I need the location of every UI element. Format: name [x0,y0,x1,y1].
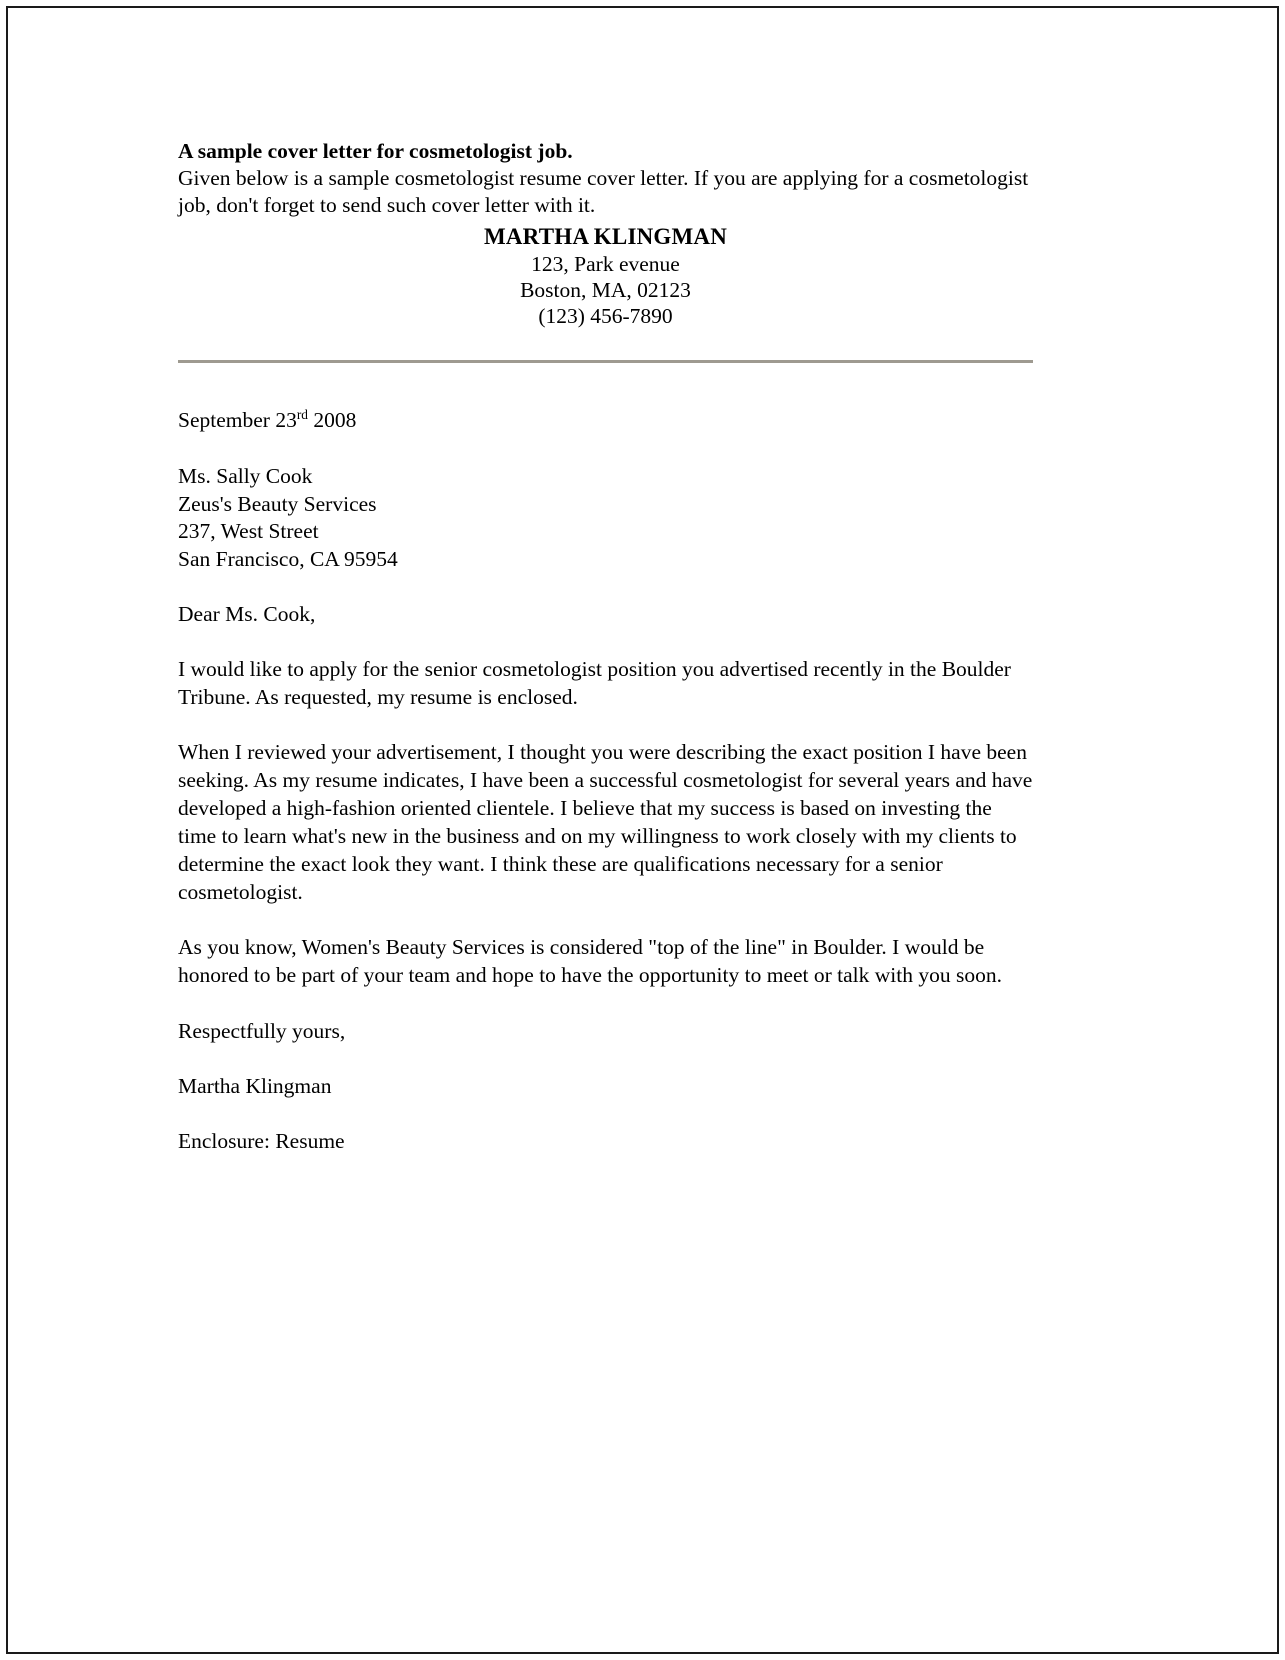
recipient-city-state-zip: San Francisco, CA 95954 [178,546,398,571]
header-divider-rule [178,360,1033,363]
intro-description: Given below is a sample cosmetologist resume cover letter. If you are applying for a cosmetologist job, don't forget to send such cover letter with it. [178,166,1029,217]
intro-title: A sample cover letter for cosmetologist job. [178,139,573,163]
sender-header-block [178,223,1033,329]
recipient-company: Zeus's Beauty Services [178,491,377,516]
sender-name: MARTHA KLINGMAN [483,224,728,249]
letter-date [178,407,1033,434]
enclosure-note: Enclosure: Resume [178,1129,345,1153]
signature-name: Martha Klingman [178,1074,332,1098]
closing-salutation: Respectfully yours, [178,1019,346,1043]
recipient-address-block [178,463,1033,573]
body-paragraph-1: I would like to apply for the senior cosmetologist position you advertised recently in the Boulder Tribune. As requested, my resume is enclosed. [178,657,1011,709]
recipient-name: Ms. Sally Cook [178,464,313,488]
sender-phone: (123) 456-7890 [538,304,673,328]
date-ordinal-suffix: rd [296,406,308,422]
date-year: 2008 [307,408,357,432]
body-paragraph-2: When I reviewed your advertisement, I thought you were describing the exact position I have been seeking. As my resume indicates, I have been a successful cosmetologist for several years and have developed a high-fashion oriented clientele. I believe that my success is based on investing the time to learn what's new in the business and on my willingness to work closely with my clients to determine the exact look they want. I think these are qualifications necessary for a senior cosmetologist. [178,740,1033,904]
salutation: Dear Ms. Cook, [178,602,316,626]
date-month-day: September 23 [178,408,297,432]
sender-street: 123, Park evenue [531,252,680,276]
body-paragraph-3: As you know, Women's Beauty Services is considered "top of the line" in Boulder. I would be honored to be part of your team and hope to have the opportunity to meet or talk with you soon. [178,935,1002,987]
sender-city-state-zip: Boston, MA, 02123 [520,278,691,302]
recipient-street: 237, West Street [178,519,319,543]
cover-letter-content [178,138,1033,1155]
